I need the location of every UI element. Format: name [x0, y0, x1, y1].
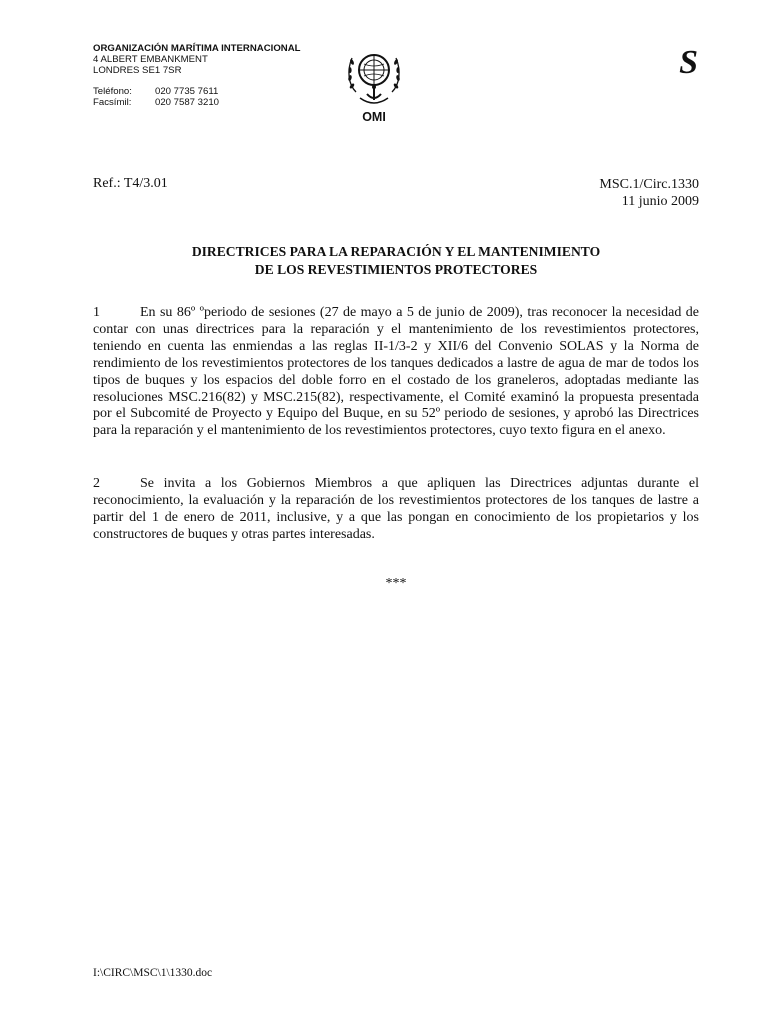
circular-number: MSC.1/Circ.1330: [599, 177, 699, 192]
paragraph-number: 1: [93, 305, 100, 320]
omi-label: OMI: [362, 110, 386, 124]
paragraph-2: [93, 476, 699, 544]
title-line-2: DE LOS REVESTIMIENTOS PROTECTORES: [254, 261, 538, 277]
reference-number: Ref.: T4/3.01: [93, 176, 168, 191]
organization-name: ORGANIZACIÓN MARÍTIMA INTERNACIONAL: [93, 43, 301, 54]
paragraph-text: Se invita a los Gobiernos Miembros a que apliquen las Directrices adjuntas durante el reconocimiento, la evaluación y la reparación de los revestimientos protectores de los tanques de lastre a partir del 1 de enero de 2011, inclusive, y a que las pongan en conocimiento de los propietarios y los constructores de buques y otras partes interesadas.: [93, 476, 699, 542]
paragraph-text: En su 86º ºperiodo de sesiones (27 de mayo a 5 de junio de 2009), tras reconocer la necesidad de contar con unas directrices para la reparación y el mantenimiento de los revestimientos protectores, teniendo en cuenta las enmiendas a las reglas II-1/3-2 y XII/6 del Convenio SOLAS y la Norma de rendimiento de los revestimientos protectores de los tanques dedicados a lastre de agua de mar de todos los tipos de buques y los espacios del doble forro en el costado de los graneleros, adoptadas mediante las resoluciones MSC.216(82) y MSC.215(82), respectivamente, el Comité examinó la propuesta presentada por el Subcomité de Proyecto y Equipo del Buque, en su 52º periodo de sesiones, y aprobó las Directrices para la reparación y el mantenimiento de los revestimientos protectores, cuyo texto figura en el anexo.: [93, 305, 699, 439]
fax-number: 020 7587 3210: [155, 97, 220, 108]
address-line-1: 4 ALBERT EMBANKMENT: [93, 54, 208, 65]
fax-label: Facsímil:: [93, 97, 132, 108]
section-separator: ***: [385, 576, 407, 591]
file-path-footer: I:\CIRC\MSC\1\1330.doc: [93, 967, 213, 979]
fax-row: [93, 97, 301, 108]
document-title: [93, 243, 699, 278]
phone-row: [93, 86, 301, 97]
phone-label: Teléfono:: [93, 86, 132, 97]
imo-emblem-icon: [346, 42, 402, 110]
title-line-1: DIRECTRICES PARA LA REPARACIÓN Y EL MANTENIMIENTO: [191, 244, 601, 259]
paragraph-number: 2: [93, 476, 100, 491]
language-mark: S: [679, 44, 698, 81]
circular-block: [599, 176, 699, 210]
organization-header: [93, 43, 301, 108]
contact-block: [93, 86, 301, 108]
paragraph-1: [93, 305, 699, 440]
address-line-2: LONDRES SE1 7SR: [93, 65, 182, 76]
phone-number: 020 7735 7611: [155, 86, 219, 97]
circular-date: 11 junio 2009: [621, 194, 699, 209]
